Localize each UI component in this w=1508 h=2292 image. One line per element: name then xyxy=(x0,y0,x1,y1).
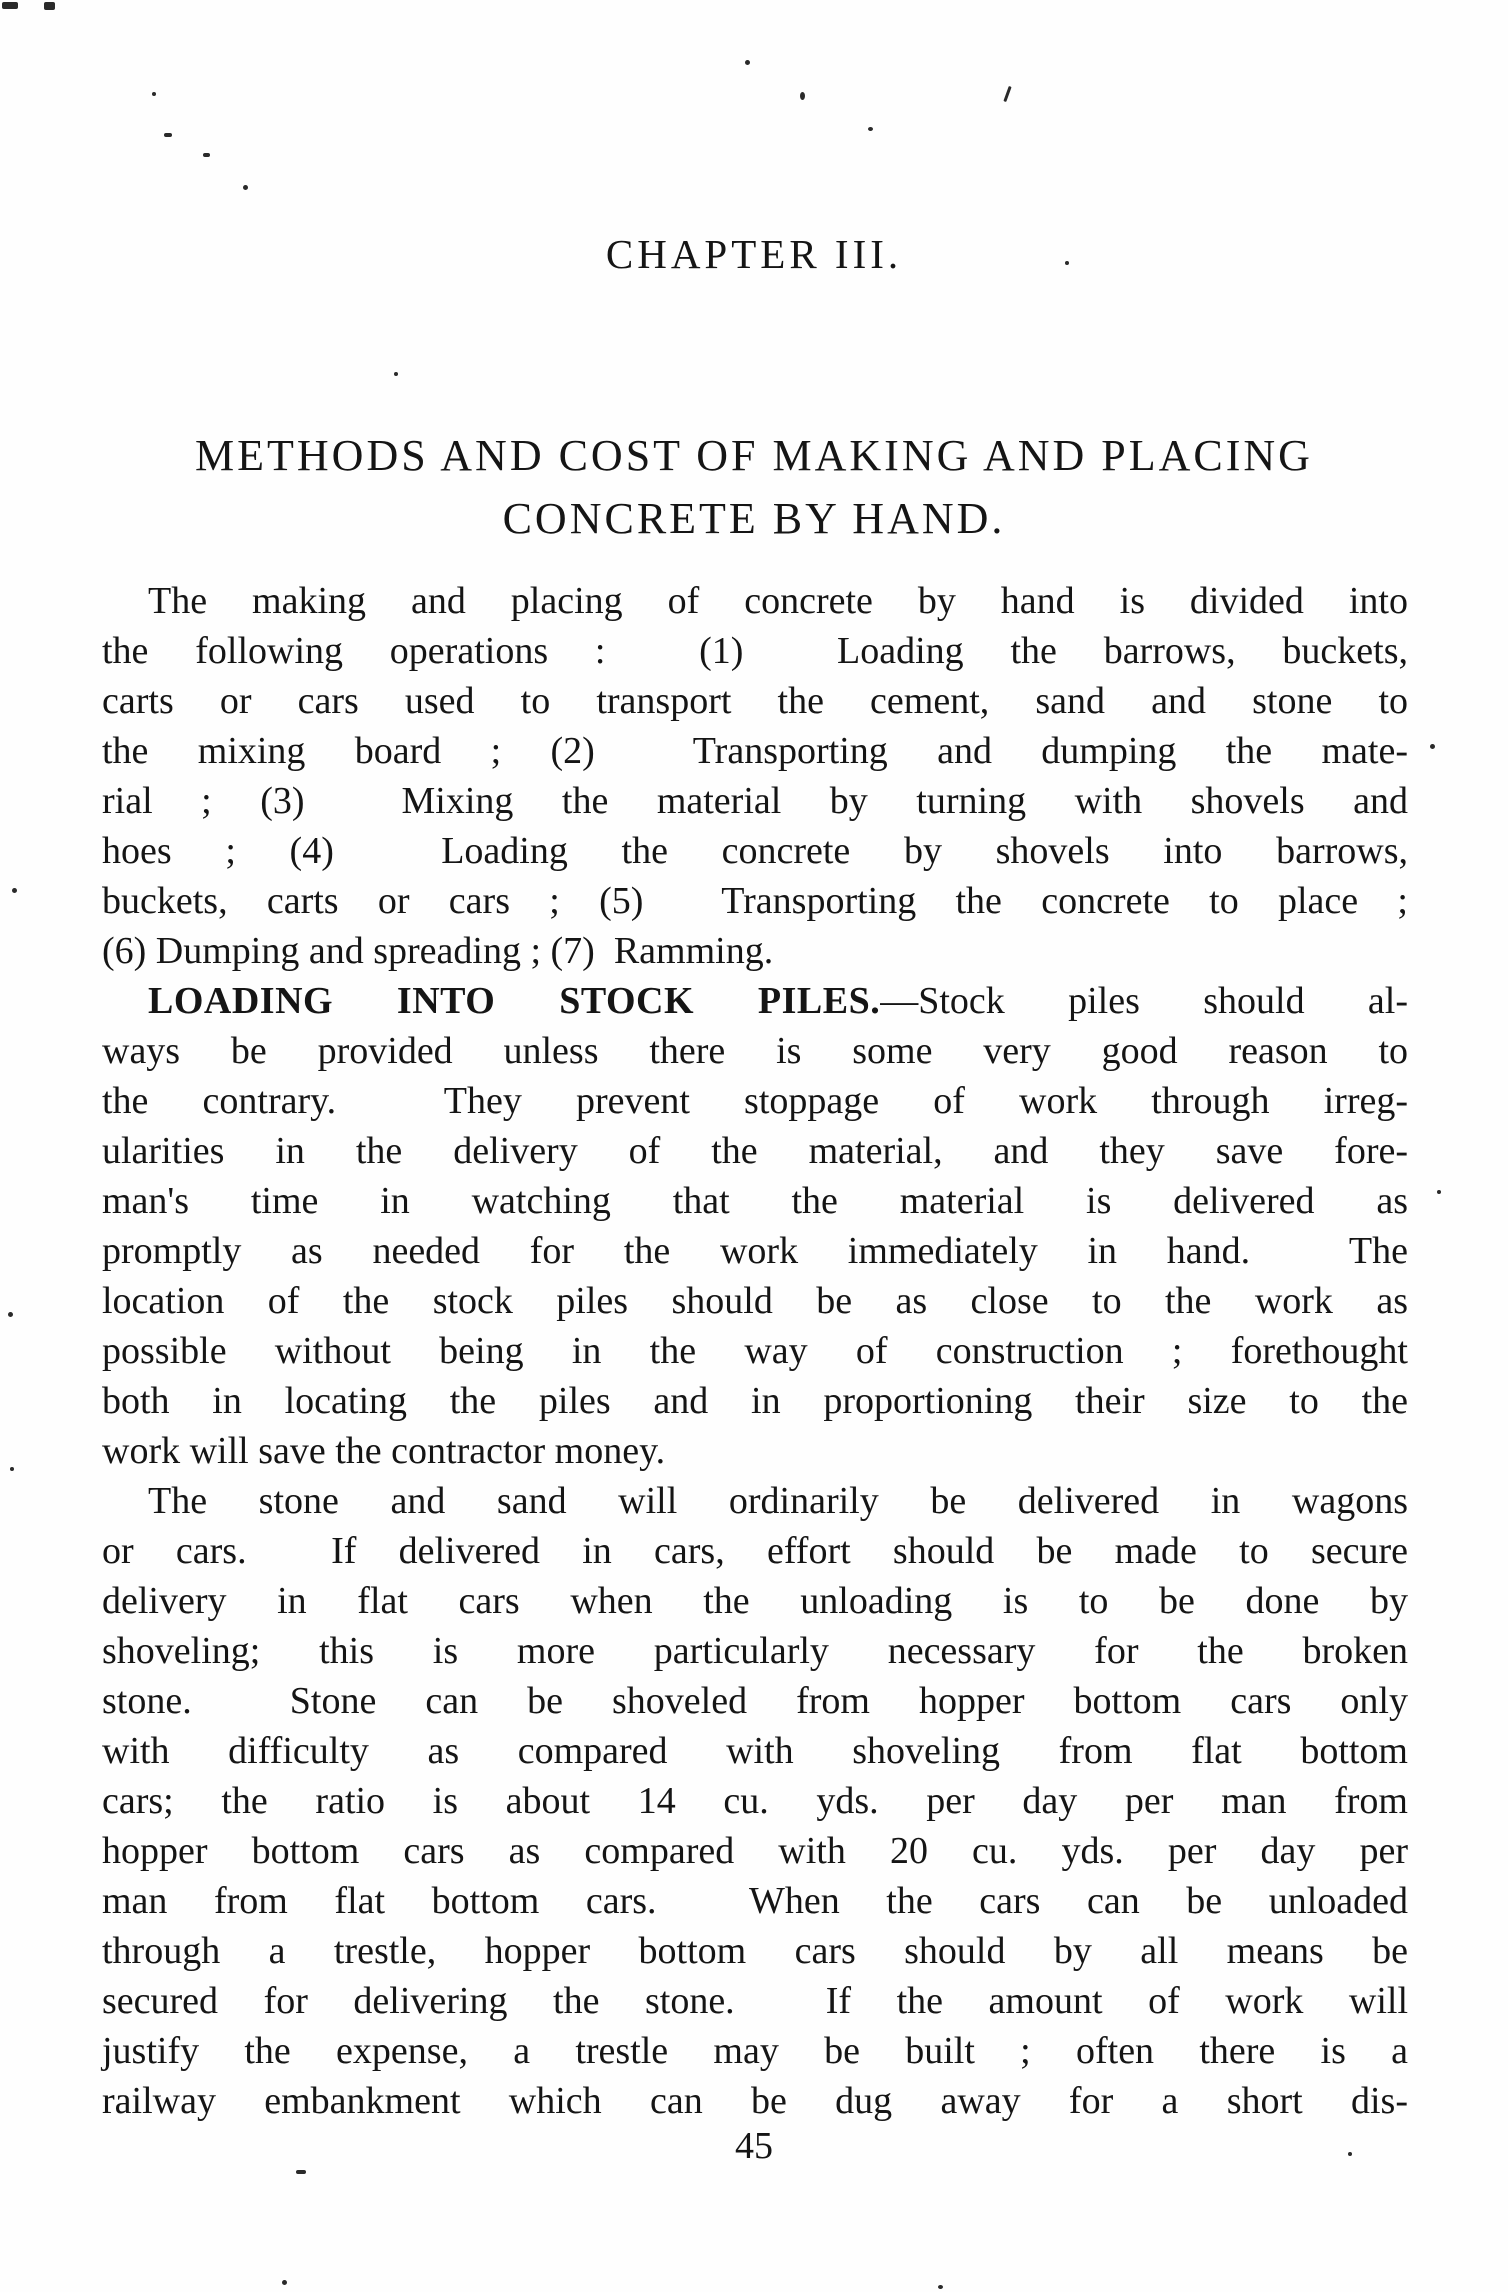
scan-speckle xyxy=(12,888,17,893)
text-line: both in locating the piles and in proportioning their size to the xyxy=(102,1380,1408,1422)
text-line: with difficulty as compared with shoveling from flat bottom xyxy=(102,1730,1408,1772)
text-line: cars; the ratio is about 14 cu. yds. per day per man from xyxy=(102,1780,1408,1822)
scan-speckle xyxy=(10,1467,14,1471)
scan-speckle xyxy=(243,185,248,190)
chapter-heading: CHAPTER III. xyxy=(605,231,903,277)
text-line: secured for delivering the stone. If the amount of work will xyxy=(102,1980,1408,2022)
scan-speckle xyxy=(2,2,18,9)
text-line: the contrary. They prevent stoppage of work through irreg- xyxy=(102,1080,1408,1122)
text-line: railway embankment which can be dug away for a short dis- xyxy=(102,2080,1408,2122)
scan-speckle xyxy=(296,2170,306,2174)
text-line: ularities in the delivery of the material, and they save fore- xyxy=(102,1130,1408,1172)
scan-speckle xyxy=(1065,261,1069,265)
text-line: hoes ; (4) Loading the concrete by shovels into barrows, xyxy=(102,830,1408,872)
text-line: hopper bottom cars as compared with 20 cu. yds. per day per xyxy=(102,1830,1408,1872)
text-line: buckets, carts or cars ; (5) Transporting the concrete to place ; xyxy=(102,880,1408,922)
text-line: The stone and sand will ordinarily be delivered in wagons xyxy=(148,1480,1408,1522)
text-line: The making and placing of concrete by hand is divided into xyxy=(148,580,1408,622)
text-line: LOADING INTO STOCK PILES.—Stock piles should al- xyxy=(148,980,1408,1022)
text-line: rial ; (3) Mixing the material by turning with shovels and xyxy=(102,780,1408,822)
text-line: justify the expense, a trestle may be built ; often there is a xyxy=(102,2030,1408,2072)
scan-speckle xyxy=(1003,86,1011,102)
text-line: ways be provided unless there is some very good reason to xyxy=(102,1030,1408,1072)
text-line: man's time in watching that the material is delivered as xyxy=(102,1180,1408,1222)
scan-speckle xyxy=(868,127,873,131)
scan-speckle xyxy=(152,92,156,96)
text-line: the following operations : (1) Loading the barrows, buckets, xyxy=(102,630,1408,672)
text-line: or cars. If delivered in cars, effort should be made to secure xyxy=(102,1530,1408,1572)
text-line: delivery in flat cars when the unloading is to be done by xyxy=(102,1580,1408,1622)
text-line: shoveling; this is more particularly necessary for the broken xyxy=(102,1630,1408,1672)
chapter-title-line1: METHODS AND COST OF MAKING AND PLACING xyxy=(195,431,1313,480)
scan-speckle xyxy=(745,60,750,65)
text-line: possible without being in the way of construction ; forethought xyxy=(102,1330,1408,1372)
text-line: (6) Dumping and spreading ; (7) Ramming. xyxy=(102,930,774,972)
scan-speckle xyxy=(164,133,172,137)
scan-speckle xyxy=(282,2280,287,2285)
text-line: work will save the contractor money. xyxy=(102,1430,666,1472)
scan-speckle xyxy=(394,372,398,376)
chapter-title-line2: CONCRETE BY HAND. xyxy=(502,494,1006,543)
page-body xyxy=(102,576,1408,2126)
scan-speckle xyxy=(800,92,805,100)
section-heading: LOADING INTO STOCK PILES. xyxy=(148,980,881,1022)
scan-speckle xyxy=(1348,2152,1352,2156)
scan-speckle xyxy=(44,2,55,10)
scan-speckle xyxy=(1430,744,1435,749)
text-line: the mixing board ; (2) Transporting and dumping the mate- xyxy=(102,730,1408,772)
text-line: location of the stock piles should be as close to the work as xyxy=(102,1280,1408,1322)
text-line: stone. Stone can be shoveled from hopper bottom cars only xyxy=(102,1680,1408,1722)
scan-speckle xyxy=(203,153,210,157)
text-line: promptly as needed for the work immediately in hand. The xyxy=(102,1230,1408,1272)
scan-speckle xyxy=(1437,1190,1441,1194)
text-line: man from flat bottom cars. When the cars can be unloaded xyxy=(102,1880,1408,1922)
chapter-title xyxy=(104,424,1404,550)
page-number: 45 xyxy=(735,2125,773,2167)
text-line: carts or cars used to transport the cement, sand and stone to xyxy=(102,680,1408,722)
text-line: through a trestle, hopper bottom cars should by all means be xyxy=(102,1930,1408,1972)
scan-speckle xyxy=(8,1312,13,1317)
scan-speckle xyxy=(938,2285,943,2289)
